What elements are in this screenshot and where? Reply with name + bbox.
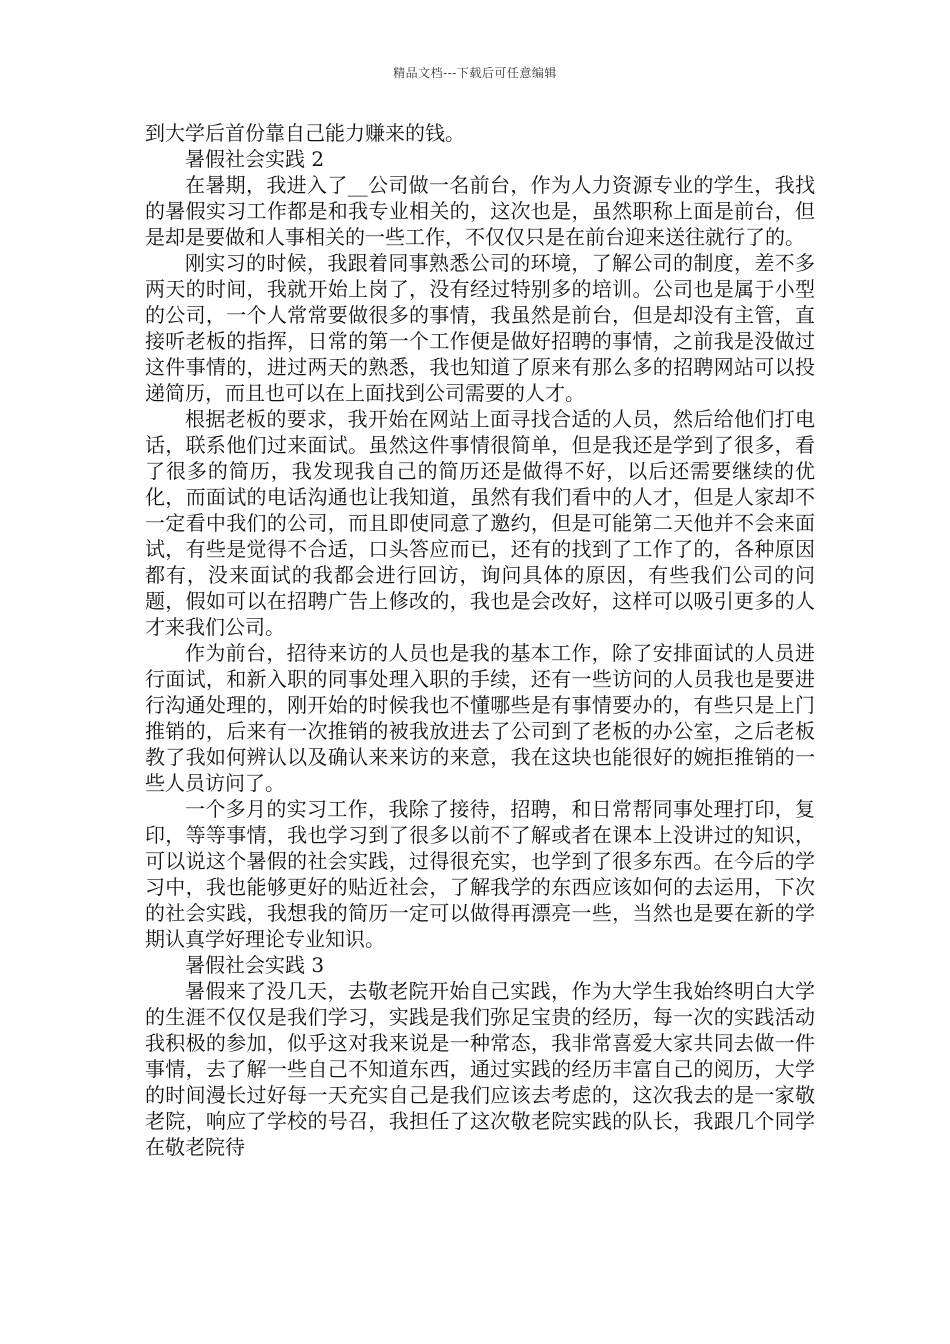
paragraph: 一个多月的实习工作，我除了接待，招聘，和日常帮同事处理打印，复印，等等事情，我也学习到了很多以前不了解或者在课本上没讲过的知识，可以说这个暑假的社会实践，过得很充实，也学到了很多东西。在今后的学习中，我也能够更好的贴近社会，了解我学的东西应该如何的去运用，下次的社会实践，我想我的简历一定可以做得再漂亮一些，当然也是要在新的学期认真学好理论专业知识。 xyxy=(145,797,815,951)
paragraph-continuation: 到大学后首份靠自己能力赚来的钱。 xyxy=(145,121,465,145)
paragraph: 根据老板的要求，我开始在网站上面寻找合适的人员，然后给他们打电话，联系他们过来面试。虽然这件事情很简单，但是我还是学到了很多，看了很多的简历，我发现我自己的简历还是做得不好，以后还需要继续的优化，而面试的电话沟通也让我知道，虽然有我们看中的人才，但是人家却不一定看中我们的公司，而且即使同意了邀约，但是可能第二天他并不会来面试，有些是觉得不合适，口头答应而已，还有的找到了工作了的，各种原因都有，没来面试的我都会进行回访，询问具体的原因，有些我们公司的问题，假如可以在招聘广告上修改的，我也是会改好，这样可以吸引更多的人才来我们公司。 xyxy=(145,407,815,639)
page-header: 精品文档---下载后可任意编辑 xyxy=(393,66,557,80)
paragraph: 作为前台，招待来访的人员也是我的基本工作，除了安排面试的人员进行面试，和新入职的同事处理入职的手续，还有一些访问的人员我也是要进行沟通处理的，刚开始的时候我也不懂哪些是有事情要办的，有些只是上门推销的，后来有一次推销的被我放进去了公司到了老板的办公室，之后老板教了我如何辨认以及确认来来访的来意，我在这块也能很好的婉拒推销的一些人员访问了。 xyxy=(145,641,815,795)
section-heading-2: 暑假社会实践 2 xyxy=(185,147,325,171)
section-heading-3: 暑假社会实践 3 xyxy=(185,953,325,977)
paragraph: 暑假来了没几天，去敬老院开始自己实践，作为大学生我始终明白大学的生涯不仅仅是我们学习，实践是我们弥足宝贵的经历，每一次的实践活动我积极的参加，似乎这对我来说是一种常态，我非常喜爱大家共同去做一件事情，去了解一些自己不知道东西，通过实践的经历丰富自己的阅历，大学的时间漫长过好每一天充实自己是我们应该去考虑的，这次我去的是一家敬老院，响应了学校的号召，我担任了这次敬老院实践的队长，我跟几个同学在敬老院待 xyxy=(145,979,815,1159)
paragraph: 在暑期，我进入了__公司做一名前台，作为人力资源专业的学生，我找的暑假实习工作都是和我专业相关的，这次也是，虽然职称上面是前台，但是却是要做和人事相关的一些工作，不仅仅只是在前台迎来送往就行了的。 xyxy=(145,173,815,249)
paragraph: 刚实习的时候，我跟着同事熟悉公司的环境，了解公司的制度，差不多两天的时间，我就开始上岗了，没有经过特别多的培训。公司也是属于小型的公司，一个人常常要做很多的事情，我虽然是前台，但是却没有主管，直接听老板的指挥，日常的第一个工作便是做好招聘的事情，之前我是没做过这件事情的，进过两天的熟悉，我也知道了原来有那么多的招聘网站可以投递简历，而且也可以在上面找到公司需要的人才。 xyxy=(145,251,815,405)
document-body xyxy=(145,120,815,1160)
